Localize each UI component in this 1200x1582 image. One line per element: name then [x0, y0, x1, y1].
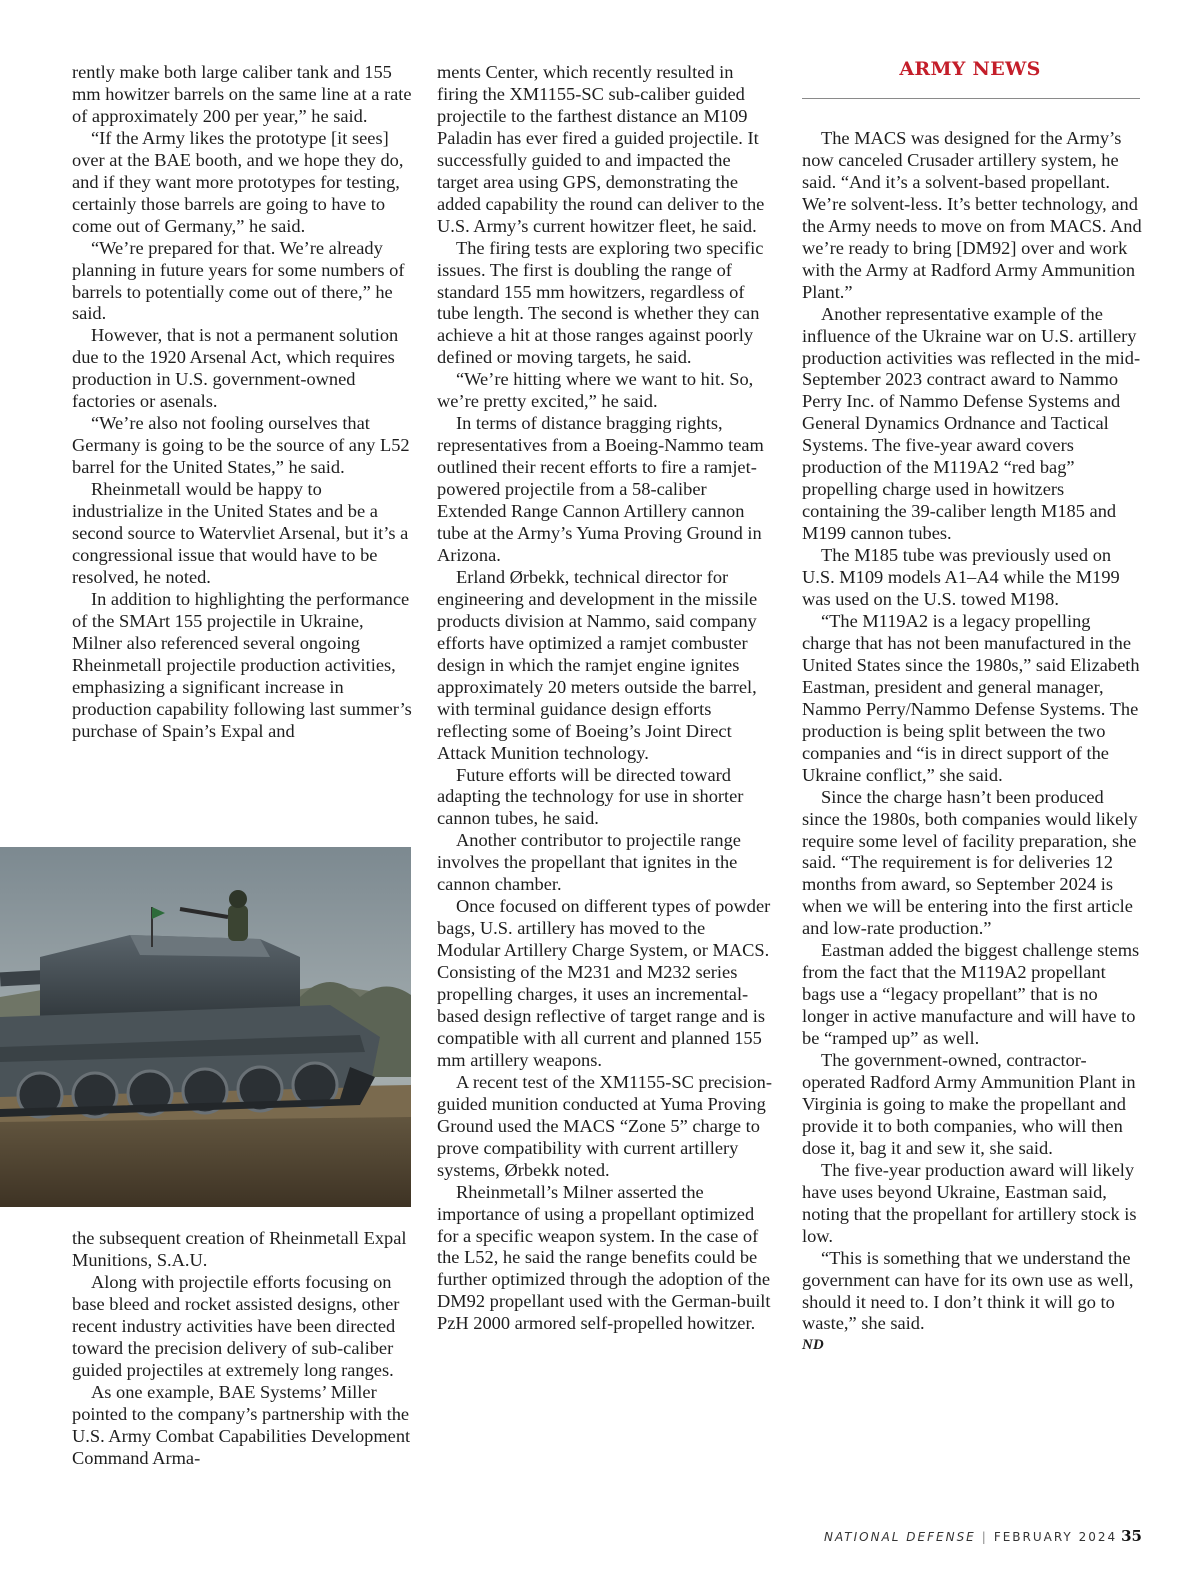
paragraph: As one example, BAE Systems’ Miller pointed to the company’s partnership with the U.S. Army Combat Capabilities Development Command Arma-	[72, 1381, 411, 1468]
section-title: ARMY NEWS	[899, 58, 1041, 80]
issue-date: FEBRUARY 2024	[993, 1530, 1118, 1544]
page-footer: NATIONAL DEFENSE | FEBRUARY 2024 35	[823, 1527, 1142, 1545]
paragraph: The M185 tube was previously used on U.S. M109 models A1–A4 while the M199 was used on the U.S. towed M198.	[802, 545, 1120, 610]
paragraph: The MACS was designed for the Army’s now canceled Crusader artillery system, he said. “And it’s a solvent-based propellant. We’re solvent-less. It’s better technology, and the Army needs to move on from MACS. And we’re ready to bring [DM92] over and work with the Army at Radford Army Ammunition Plant.”	[802, 128, 1142, 302]
publication-name: NATIONAL DEFENSE	[823, 1530, 976, 1544]
paragraph: In addition to highlighting the performance of the SMArt 155 projectile in Ukraine, Milner also referenced several ongoing Rheinmetall projectile production activities, emphasizing a significant increase in production capability following last summer’s purchase of Spain’s Expal and	[72, 588, 412, 741]
paragraph: rently make both large caliber tank and 155 mm howitzer barrels on the same line at a rate of approximately 200 per year,” he said.	[72, 62, 412, 126]
paragraph: “We’re hitting where we want to hit. So, we’re pretty excited,” he said.	[437, 369, 754, 412]
howitzer-photo	[0, 847, 411, 1207]
paragraph: In terms of distance bragging rights, representatives from a Boeing-Nammo team outlined their recent efforts to fire a ramjet-powered projectile from a 58-caliber Extended Range Cannon Artillery cannon tube at the Army’s Yuma Proving Ground in Arizona.	[437, 413, 764, 565]
paragraph: Since the charge hasn’t been produced since the 1980s, both companies would likely require some level of facility preparation, she said. “The requirement is for deliveries 12 months from award, so September 2024 is when we will be entering into the first article and low-rate production.”	[802, 786, 1138, 939]
paragraph: “We’re prepared for that. We’re already planning in future years for some numbers of barrels to potentially come out of there,” he said.	[72, 237, 405, 324]
paragraph: The five-year production award will likely have uses beyond Ukraine, Eastman said, noting that the propellant for artillery stock is low.	[802, 1159, 1137, 1246]
paragraph: The firing tests are exploring two specific issues. The first is doubling the range of standard 155 mm howitzers, regardless of tube length. The second is whether they can achieve a hit at those ranges against poorly defined or moving targets, he said.	[437, 237, 764, 368]
paragraph: the subsequent creation of Rheinmetall Expal Munitions, S.A.U.	[72, 1228, 407, 1270]
paragraph: “This is something that we understand the government can have for its own use as well, should it need to. I don’t think it will go to waste,” she said.	[802, 1247, 1134, 1334]
paragraph: Rheinmetall’s Milner asserted the importance of using a propellant optimized for a specific weapon system. In the case of the L52, he said the range benefits could be further optimized through the adoption of the DM92 propellant used with the German-built PzH 2000 armored self-propelled howitzer.	[437, 1181, 771, 1334]
paragraph: However, that is not a permanent solution due to the 1920 Arsenal Act, which requires production in U.S. government-owned factories or asenals.	[72, 325, 399, 412]
paragraph: A recent test of the XM1155-SC precision-guided munition conducted at Yuma Proving Ground used the MACS “Zone 5” charge to prove compatibility with current artillery systems, Ørbekk noted.	[437, 1071, 772, 1180]
section-divider	[802, 98, 1140, 99]
paragraph: ments Center, which recently resulted in firing the XM1155-SC sub-caliber guided projectile to the farthest distance an M109 Paladin has ever fired a guided projectile. It successfully guided to and impacted the target area using GPS, demonstrating the added capability the round can deliver to the U.S. Army’s current howitzer fleet, he said.	[437, 62, 765, 236]
paragraph: “The M119A2 is a legacy propelling charge that has not been manufactured in the United States since the 1980s,” said Elizabeth Eastman, president and general manager, Nammo Perry/Nammo Defense Systems. The production is being split between the two companies and “is in direct support of the Ukraine conflict,” she said.	[802, 610, 1140, 785]
end-signature: ND	[802, 1337, 824, 1354]
howitzer-illustration	[0, 847, 411, 1207]
paragraph: Along with projectile efforts focusing on base bleed and rocket assisted designs, other recent industry activities have been directed toward the precision delivery of sub-caliber guided projectiles at extremely long ranges.	[72, 1271, 400, 1380]
article-column-1-top	[72, 62, 412, 743]
page-number: 35	[1121, 1527, 1142, 1545]
article-column-3	[802, 128, 1142, 1357]
article-column-2	[437, 62, 773, 1335]
paragraph: Once focused on different types of powder bags, U.S. artillery has moved to the Modular Artillery Charge System, or MACS. Consisting of the M231 and M232 series propelling charges, it uses an incremental-based design reflective of target range and is compatible with all current and planned 155 mm artillery weapons.	[437, 896, 771, 1070]
paragraph: Eastman added the biggest challenge stems from the fact that the M119A2 propellant bags use a “legacy propellant” that is no longer in active manufacture and will have to be “ramped up” as well.	[802, 940, 1140, 1049]
paragraph: Future efforts will be directed toward adapting the technology for use in shorter cannon tubes, he said.	[437, 764, 744, 829]
paragraph: “If the Army likes the prototype [it sees] over at the BAE booth, and we hope they do, and if they want more prototypes for testing, certainly those barrels are going to have to come out of Germany,” he said.	[72, 127, 404, 236]
article-column-1-bottom	[72, 1228, 412, 1469]
paragraph: The government-owned, contractor-operated Radford Army Ammunition Plant in Virginia is going to make the propellant and provide it to both companies, who will then dose it, bag it and sew it, she said.	[802, 1050, 1136, 1158]
paragraph: “We’re also not fooling ourselves that Germany is going to be the source of any L52 barrel for the United States,” he said.	[72, 413, 410, 478]
paragraph: Erland Ørbekk, technical director for engineering and development in the missile products division at Nammo, said company efforts have optimized a ramjet combuster design in which the ramjet engine ignites approximately 20 meters outside the barrel, with terminal guidance design efforts reflecting some of Boeing’s Joint Direct Attack Munition technology.	[437, 566, 758, 763]
paragraph: Rheinmetall would be happy to industrialize in the United States and be a second source to Watervliet Arsenal, but it’s a congressional issue that would have to be resolved, he noted.	[72, 479, 409, 587]
paragraph: Another representative example of the influence of the Ukraine war on U.S. artillery production activities was reflected in the mid-September 2023 contract award to Nammo Perry Inc. of Nammo Defense Systems and General Dynamics Ordnance and Tactical Systems. The five-year award covers production of the M119A2 “red bag” propelling charge used in howitzers containing the 39-caliber length M185 and M199 cannon tubes.	[802, 303, 1141, 544]
paragraph: Another contributor to projectile range involves the propellant that ignites in the cannon chamber.	[437, 830, 741, 895]
